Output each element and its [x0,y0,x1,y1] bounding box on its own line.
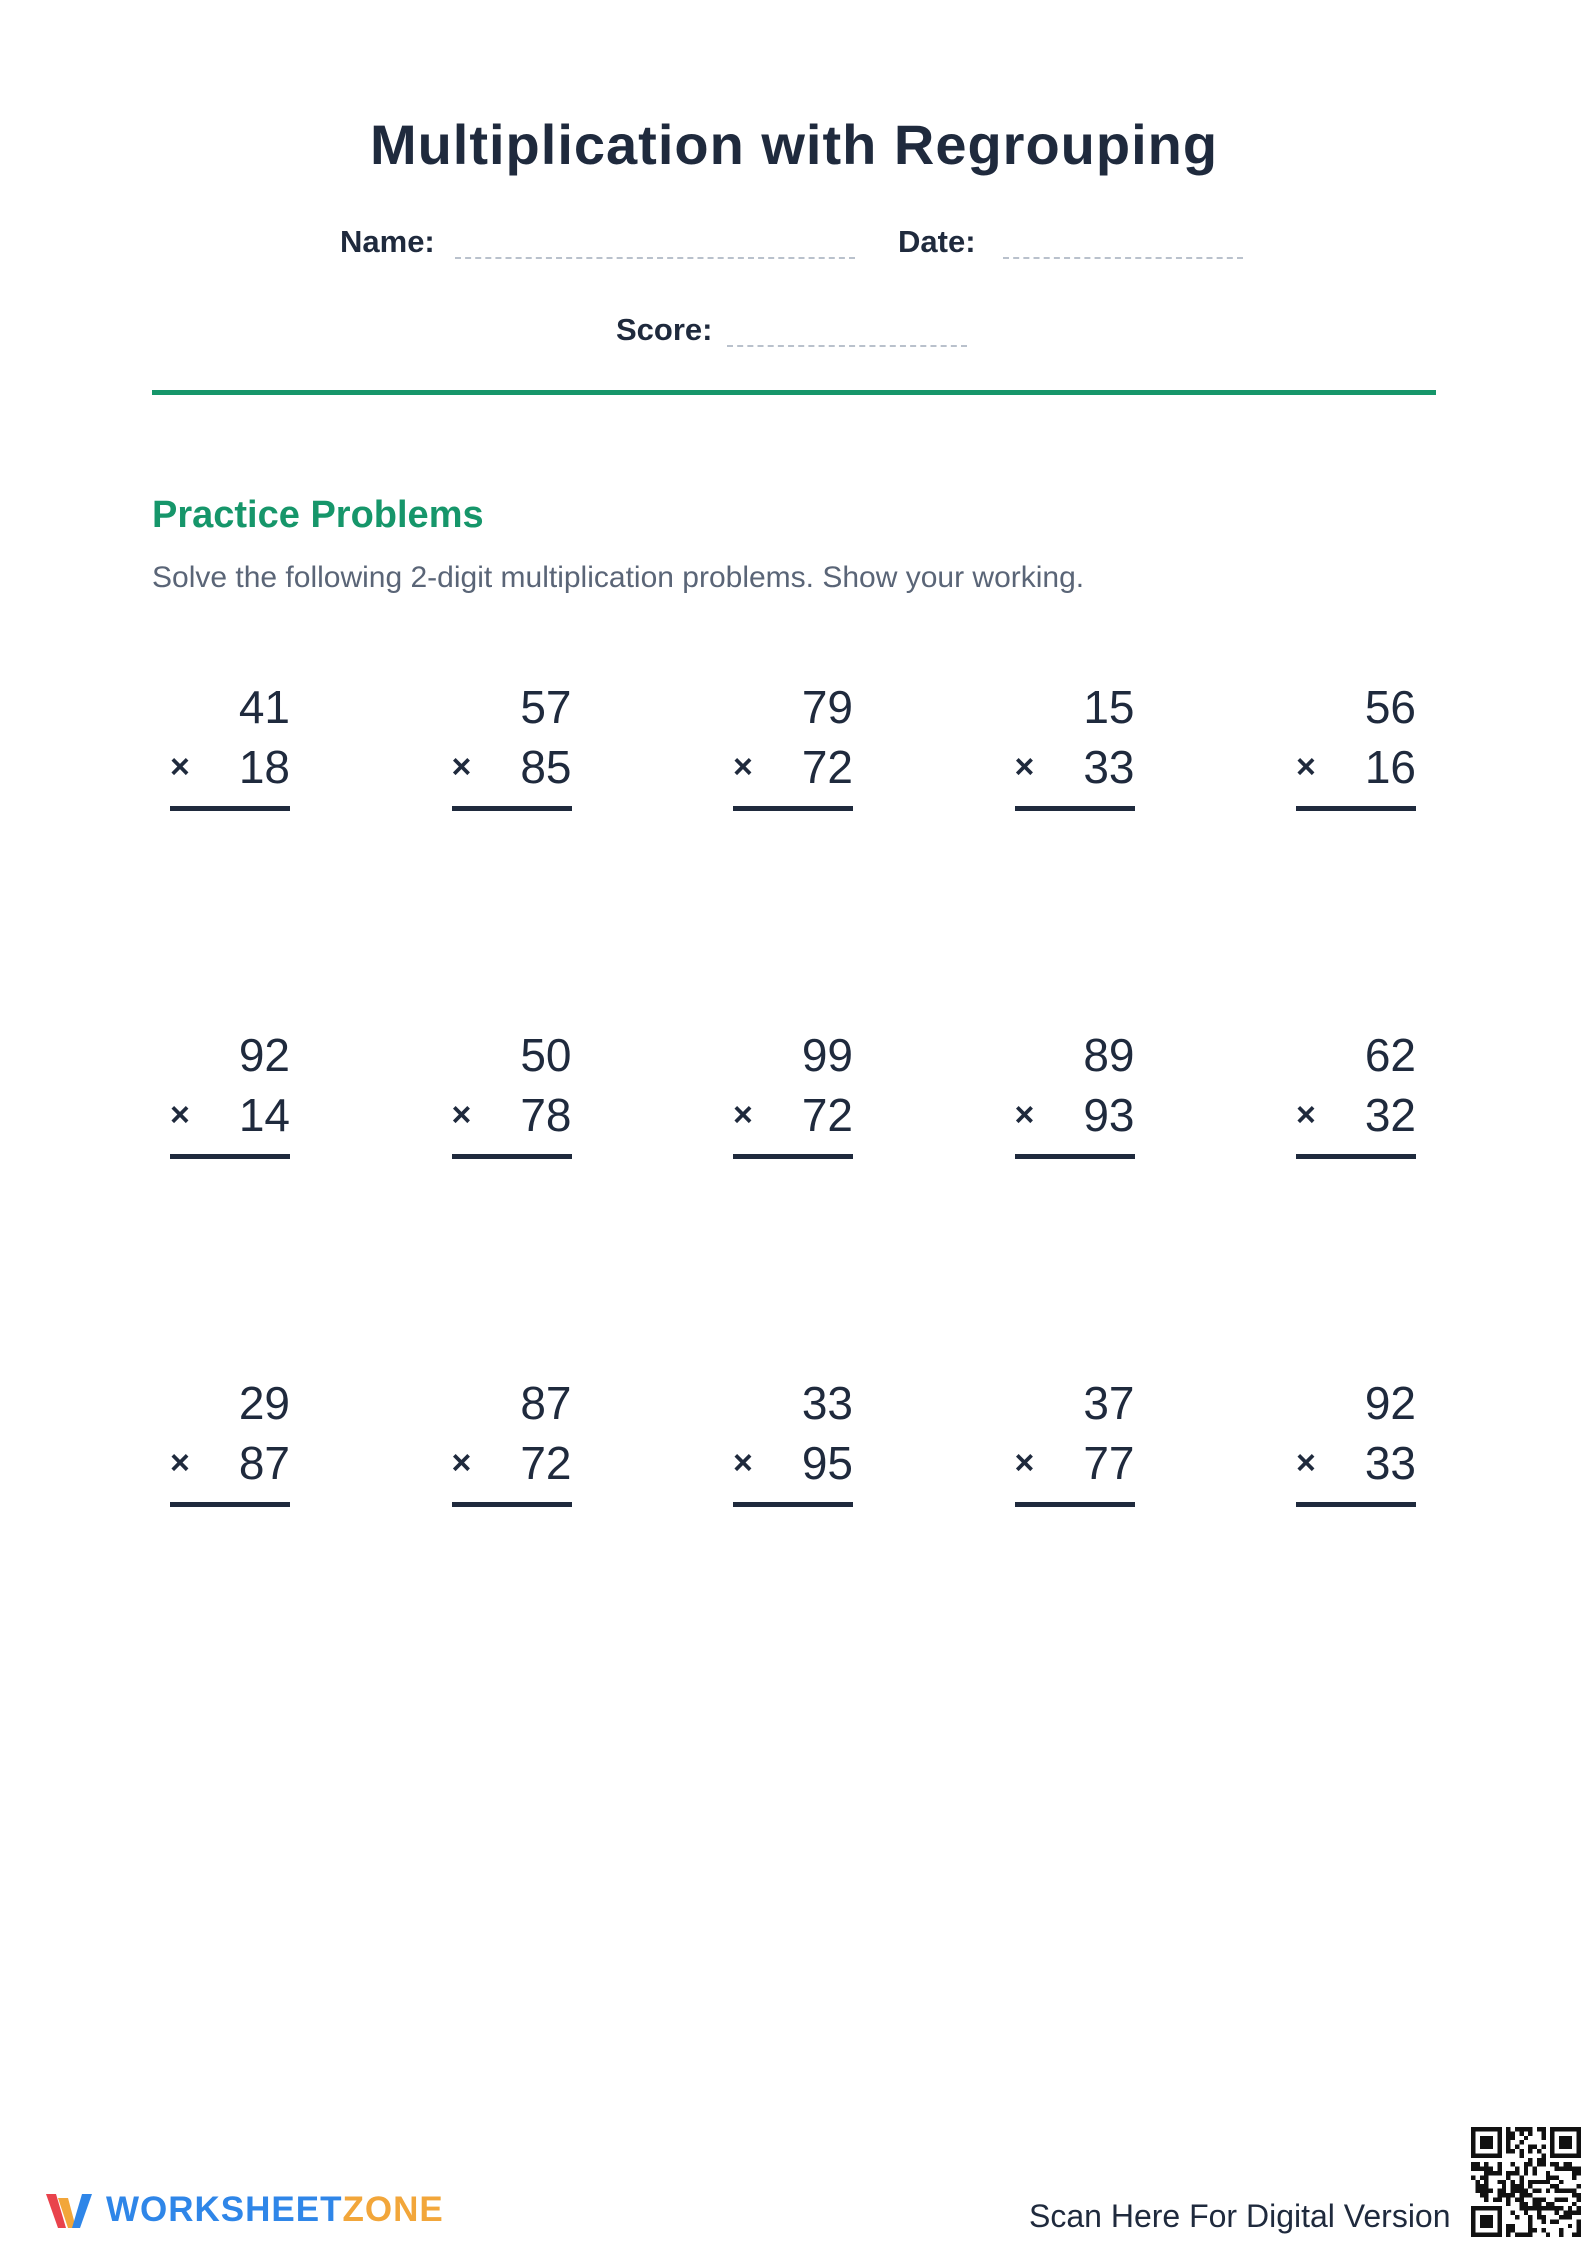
problem-multiplier: 33 [1364,1437,1416,1489]
problem-multiplier-row [452,1432,572,1494]
problem-multiplier: 32 [1364,1089,1416,1141]
answer-line [1015,806,1135,811]
times-icon: × [451,748,472,786]
problem-multiplicand: 92 [238,1029,290,1081]
answer-line [1296,806,1416,811]
name-field[interactable] [455,257,855,259]
worksheetzone-logo-icon [44,2186,94,2236]
problem-card [733,1374,853,1507]
problem-multiplier-row [1296,736,1416,798]
problem-card [170,1026,290,1159]
answer-line [170,1502,290,1507]
problem-multiplier-row [1015,1084,1135,1146]
score-field[interactable] [727,345,967,347]
answer-line [170,1154,290,1159]
problem-multiplier-row [1015,1432,1135,1494]
problem-card [452,678,572,811]
problem-multiplier: 72 [520,1437,572,1489]
problem-multiplicand: 50 [520,1029,572,1081]
problem-multiplier-row [452,1084,572,1146]
problem-card [170,678,290,811]
problem-multiplier: 72 [801,741,853,793]
answer-line [452,1154,572,1159]
problem-multiplier: 78 [520,1089,572,1141]
problem-multiplier: 77 [1083,1437,1135,1489]
answer-line [170,806,290,811]
brand-part2: ZONE [342,2190,444,2229]
answer-line [1015,1154,1135,1159]
problem-card [1296,1026,1416,1159]
problem-card [1015,1374,1135,1507]
problem-card [452,1026,572,1159]
header-divider [152,390,1436,395]
answer-line [733,1154,853,1159]
times-icon: × [1296,748,1316,786]
problem-multiplier-row [733,1432,853,1494]
page-title: Multiplication with Regrouping [369,113,1219,176]
problem-multiplier-row [1296,1084,1416,1146]
answer-line [1296,1154,1416,1159]
problem-multiplier: 95 [801,1437,853,1489]
problem-card [733,678,853,811]
problem-multiplier: 87 [238,1437,290,1489]
qr-code-icon[interactable] [1471,2127,1581,2237]
problem-multiplier-row [170,1084,290,1146]
problem-multiplier-row [170,1432,290,1494]
scan-text: Scan Here For Digital Version [1029,2198,1451,2234]
problem-multiplicand: 87 [520,1377,572,1429]
brand-name [106,2190,444,2230]
problem-card [1296,678,1416,811]
problem-multiplicand: 89 [1083,1029,1135,1081]
date-label: Date: [898,224,976,259]
problem-multiplicand: 57 [520,681,572,733]
problem-multiplier: 85 [520,741,572,793]
times-icon: × [170,1444,190,1482]
times-icon: × [451,1444,472,1482]
problem-card [1015,1026,1135,1159]
answer-line [452,806,572,811]
problem-multiplicand: 33 [801,1377,853,1429]
answer-line [1296,1502,1416,1507]
date-field[interactable] [1003,257,1243,259]
times-icon: × [1014,748,1035,786]
problem-multiplier-row [1015,736,1135,798]
problem-multiplier: 14 [238,1089,290,1141]
name-label: Name: [340,224,435,259]
problem-multiplicand: 41 [238,681,290,733]
times-icon: × [1014,1444,1035,1482]
problem-multiplier-row [170,736,290,798]
times-icon: × [1296,1444,1316,1482]
times-icon: × [1014,1096,1035,1134]
answer-line [1015,1502,1135,1507]
problem-multiplicand: 62 [1364,1029,1416,1081]
problem-card [1296,1374,1416,1507]
problem-card [452,1374,572,1507]
problem-multiplier: 16 [1364,741,1416,793]
brand-part1: WORKSHEET [106,2190,343,2229]
problems-grid [170,678,1418,1507]
problem-multiplicand: 37 [1083,1377,1135,1429]
times-icon: × [170,748,190,786]
problem-card [733,1026,853,1159]
times-icon: × [733,1444,753,1482]
problem-multiplicand: 29 [238,1377,290,1429]
answer-line [452,1502,572,1507]
problem-multiplier: 93 [1083,1089,1135,1141]
instructions: Solve the following 2-digit multiplication problems. Show your working. [152,561,1085,594]
problem-multiplicand: 99 [801,1029,853,1081]
problem-multiplier: 33 [1083,741,1135,793]
problem-multiplier-row [452,736,572,798]
times-icon: × [1296,1096,1316,1134]
times-icon: × [451,1096,472,1134]
score-label: Score: [616,312,713,347]
problem-multiplier-row [733,1084,853,1146]
problem-multiplicand: 92 [1364,1377,1416,1429]
problem-multiplier-row [1296,1432,1416,1494]
section-title: Practice Problems [152,494,484,536]
problem-multiplier: 72 [801,1089,853,1141]
problem-multiplier: 18 [238,741,290,793]
answer-line [733,806,853,811]
problem-multiplicand: 79 [801,681,853,733]
problem-multiplier-row [733,736,853,798]
times-icon: × [170,1096,190,1134]
answer-line [733,1502,853,1507]
times-icon: × [733,1096,753,1134]
problem-card [170,1374,290,1507]
problem-card [1015,678,1135,811]
problem-multiplicand: 15 [1083,681,1135,733]
problem-multiplicand: 56 [1364,681,1416,733]
times-icon: × [733,748,753,786]
